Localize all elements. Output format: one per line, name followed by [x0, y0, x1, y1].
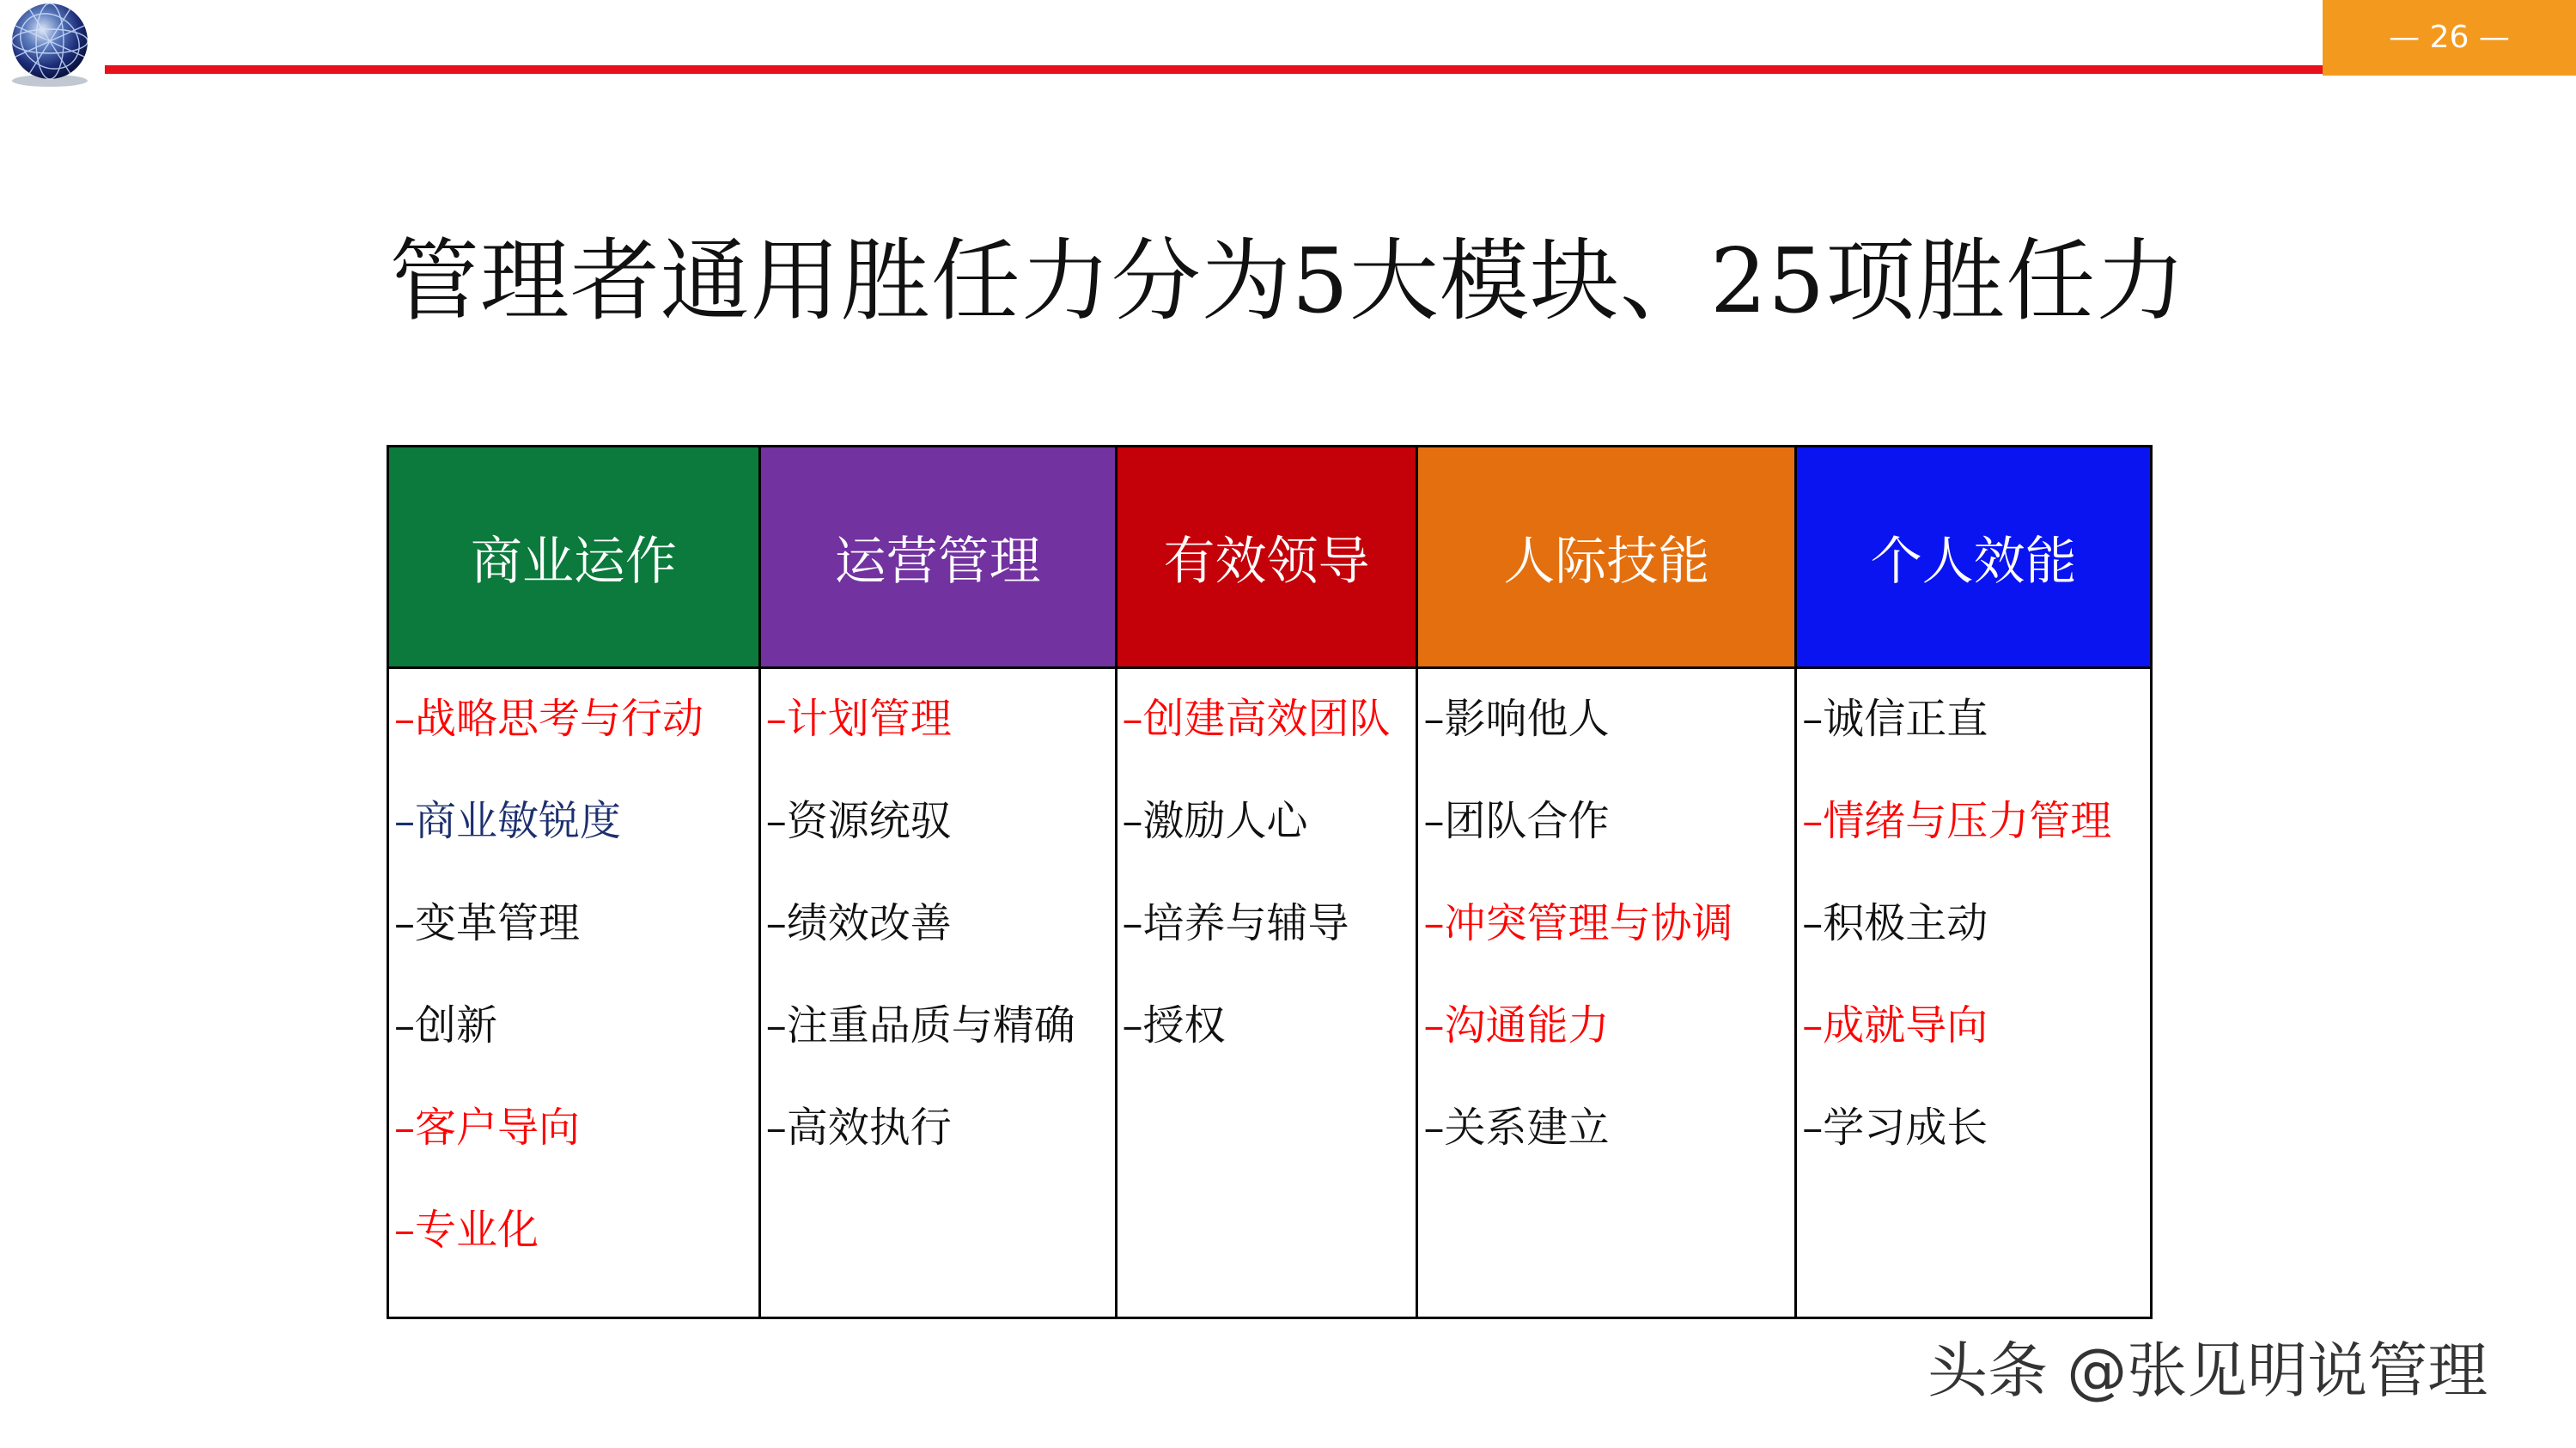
module-header: 商业运作 [389, 447, 758, 669]
module-items [761, 669, 1115, 1317]
competency-item: –注重品质与精确 [765, 1001, 1075, 1049]
competency-item: –授权 [1122, 1001, 1226, 1049]
competency-item: –影响他人 [1423, 695, 1610, 743]
competency-table [387, 445, 2153, 1319]
globe-logo-icon [3, 0, 96, 88]
competency-column [1117, 447, 1419, 1317]
module-header: 运营管理 [761, 447, 1115, 669]
competency-item: –创新 [394, 1001, 498, 1049]
header-rule [105, 65, 2323, 74]
competency-item: –冲突管理与协调 [1423, 899, 1733, 947]
competency-column [1797, 447, 2150, 1317]
competency-item: –团队合作 [1423, 797, 1610, 845]
competency-item: –创建高效团队 [1122, 695, 1391, 743]
competency-item: –成就导向 [1802, 1001, 1988, 1049]
competency-item: –高效执行 [765, 1104, 952, 1152]
competency-item: –激励人心 [1122, 797, 1308, 845]
competency-item: –客户导向 [394, 1104, 581, 1152]
competency-column [389, 447, 761, 1317]
module-items [1418, 669, 1794, 1317]
competency-item: –商业敏锐度 [394, 797, 622, 845]
competency-item: –专业化 [394, 1206, 539, 1254]
competency-item: –变革管理 [394, 899, 581, 947]
page-number-badge [2323, 0, 2576, 76]
competency-item: –计划管理 [765, 695, 952, 743]
competency-item: –资源统驭 [765, 797, 952, 845]
competency-column [761, 447, 1117, 1317]
competency-item: –积极主动 [1802, 899, 1988, 947]
module-items [1117, 669, 1416, 1317]
competency-item: –情绪与压力管理 [1802, 797, 2112, 845]
page-number: — 26 — [2389, 20, 2510, 55]
module-items [1797, 669, 2150, 1317]
competency-item: –诚信正直 [1802, 695, 1988, 743]
competency-item: –沟通能力 [1423, 1001, 1610, 1049]
competency-item: –学习成长 [1802, 1104, 1988, 1152]
competency-item: –战略思考与行动 [394, 695, 704, 743]
competency-item: –绩效改善 [765, 899, 952, 947]
module-header: 有效领导 [1117, 447, 1416, 669]
competency-item: –培养与辅导 [1122, 899, 1349, 947]
module-header: 个人效能 [1797, 447, 2150, 669]
module-header: 人际技能 [1418, 447, 1794, 669]
watermark-text: 头条 @张见明说管理 [1927, 1335, 2488, 1406]
module-items [389, 669, 758, 1317]
slide-title: 管理者通用胜任力分为5大模块、25项胜任力 [389, 228, 2187, 333]
competency-column [1418, 447, 1797, 1317]
competency-item: –关系建立 [1423, 1104, 1610, 1152]
